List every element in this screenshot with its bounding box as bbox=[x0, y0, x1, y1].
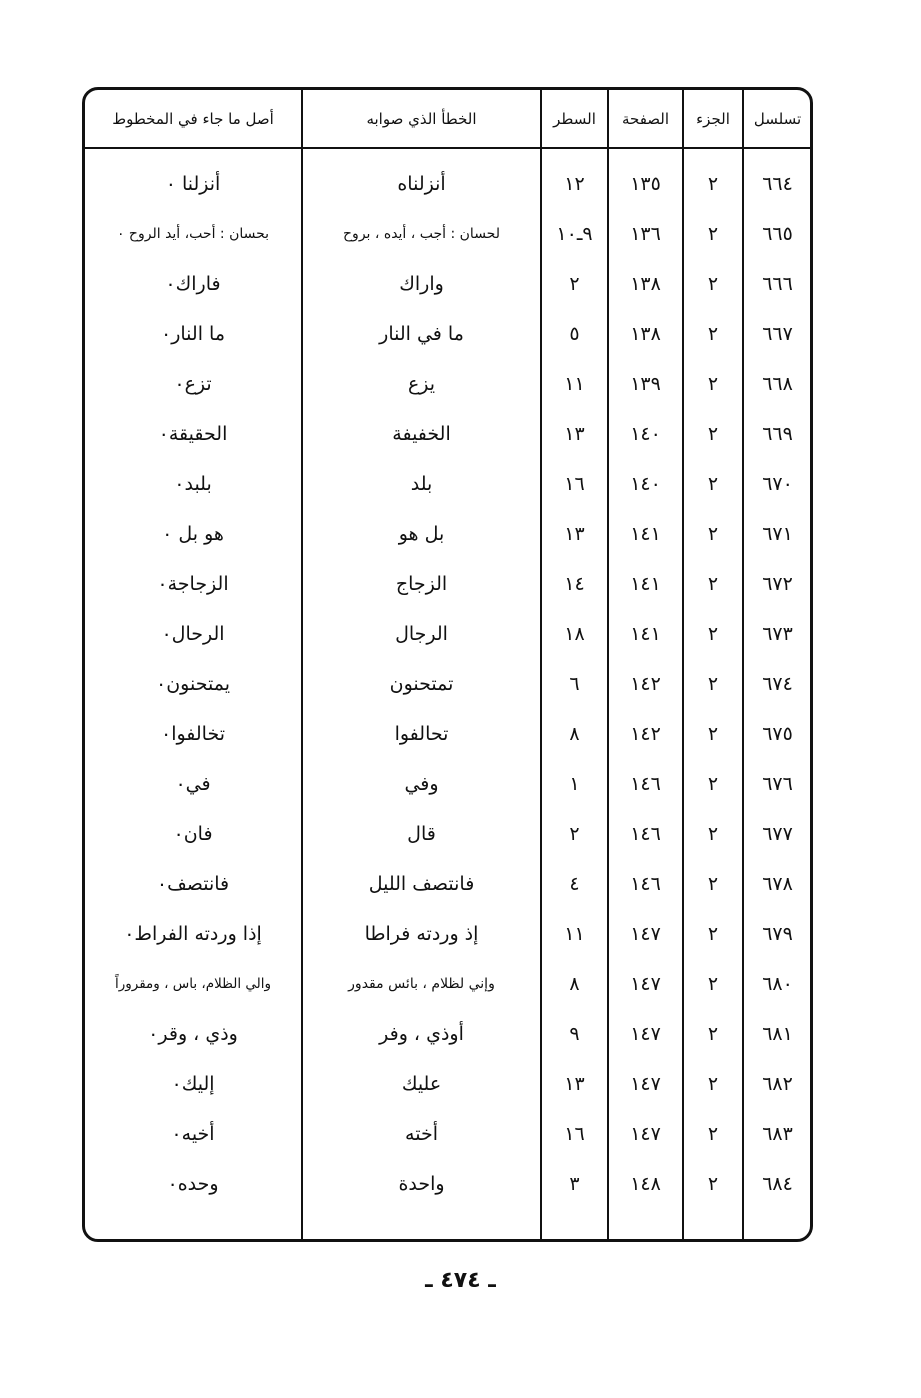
table-row bbox=[85, 559, 810, 609]
cell-part: ٢ bbox=[707, 1173, 719, 1195]
cell-serial: ٦٦٧ bbox=[762, 323, 793, 345]
cell-page: ١٣٦ bbox=[630, 223, 661, 245]
cell-page: ١٤١ bbox=[630, 623, 661, 645]
cell-correction: إذ وردته فراطا bbox=[364, 923, 479, 945]
cell-line: ١٤ bbox=[564, 573, 585, 595]
cell-serial: ٦٨١ bbox=[762, 1023, 793, 1045]
cell-original: تزع٠ bbox=[174, 373, 212, 395]
cell-part: ٢ bbox=[707, 873, 719, 895]
cell-original: بحسان : أحب، أيد الروح ٠ bbox=[116, 226, 270, 242]
table-row bbox=[85, 409, 810, 459]
cell-page: ١٣٩ bbox=[630, 373, 661, 395]
cell-original: فان٠ bbox=[173, 823, 213, 845]
cell-original: الزجاجة٠ bbox=[157, 573, 229, 595]
cell-line: ١٢ bbox=[564, 173, 585, 195]
header-part: الجزء bbox=[696, 109, 730, 128]
cell-correction: تحالفوا bbox=[394, 723, 449, 745]
errata-table bbox=[82, 87, 813, 1242]
cell-correction: وفي bbox=[404, 773, 439, 795]
table-row bbox=[85, 909, 810, 959]
cell-page: ١٣٨ bbox=[630, 273, 661, 295]
cell-serial: ٦٨٣ bbox=[762, 1123, 793, 1145]
cell-correction: الرجال bbox=[395, 623, 448, 645]
table-row bbox=[85, 1059, 810, 1109]
cell-part: ٢ bbox=[707, 273, 719, 295]
cell-line: ١٨ bbox=[564, 623, 585, 645]
cell-correction: أنزلناه bbox=[397, 173, 446, 195]
table-row bbox=[85, 159, 810, 209]
cell-part: ٢ bbox=[707, 823, 719, 845]
table-row bbox=[85, 859, 810, 909]
cell-page: ١٤٨ bbox=[630, 1173, 661, 1195]
cell-correction: بلد bbox=[410, 473, 433, 495]
cell-part: ٢ bbox=[707, 423, 719, 445]
cell-part: ٢ bbox=[707, 523, 719, 545]
cell-line: ٤ bbox=[569, 873, 580, 895]
header-page: الصفحة bbox=[621, 109, 670, 128]
cell-part: ٢ bbox=[707, 1073, 719, 1095]
cell-serial: ٦٧٨ bbox=[762, 873, 793, 895]
cell-serial: ٦٧١ bbox=[762, 523, 793, 545]
table-row bbox=[85, 759, 810, 809]
cell-part: ٢ bbox=[707, 773, 719, 795]
cell-serial: ٦٧٢ bbox=[762, 573, 793, 595]
cell-part: ٢ bbox=[707, 223, 719, 245]
cell-serial: ٦٧٠ bbox=[762, 473, 793, 495]
table-row bbox=[85, 309, 810, 359]
cell-serial: ٦٦٤ bbox=[762, 173, 793, 195]
cell-line: ٣ bbox=[569, 1173, 580, 1195]
cell-line: ٦ bbox=[569, 673, 580, 695]
cell-part: ٢ bbox=[707, 573, 719, 595]
cell-original: أنزلنا ٠ bbox=[165, 173, 221, 195]
cell-serial: ٦٨٤ bbox=[762, 1173, 793, 1195]
header-serial: تسلسل bbox=[753, 109, 802, 128]
table-row bbox=[85, 359, 810, 409]
cell-page: ١٤٦ bbox=[630, 823, 661, 845]
table-row bbox=[85, 809, 810, 859]
cell-correction: فانتصف الليل bbox=[368, 873, 475, 895]
header-correction: الخطأ الذي صوابه bbox=[366, 109, 477, 128]
cell-original: في٠ bbox=[175, 773, 211, 795]
cell-part: ٢ bbox=[707, 723, 719, 745]
cell-page: ١٤١ bbox=[630, 573, 661, 595]
cell-correction: قال bbox=[407, 823, 436, 845]
cell-serial: ٦٧٩ bbox=[762, 923, 793, 945]
cell-serial: ٦٦٩ bbox=[762, 423, 793, 445]
cell-line: ٩ـ١٠ bbox=[556, 223, 593, 245]
table-row bbox=[85, 959, 810, 1009]
table-row bbox=[85, 1109, 810, 1159]
cell-page: ١٤٧ bbox=[630, 1073, 661, 1095]
header-divider bbox=[85, 147, 810, 149]
cell-page: ١٣٥ bbox=[630, 173, 661, 195]
cell-original: يمتحنون٠ bbox=[156, 673, 230, 695]
cell-original: وحده٠ bbox=[167, 1173, 219, 1195]
cell-original: والي الظلام، باس ، ومقروراً bbox=[114, 976, 272, 992]
cell-part: ٢ bbox=[707, 623, 719, 645]
table-row bbox=[85, 659, 810, 709]
cell-original: فاراك٠ bbox=[165, 273, 221, 295]
cell-part: ٢ bbox=[707, 473, 719, 495]
cell-serial: ٦٨٢ bbox=[762, 1073, 793, 1095]
cell-original: فانتصف٠ bbox=[156, 873, 230, 895]
cell-original: بلبد٠ bbox=[174, 473, 212, 495]
cell-serial: ٦٦٨ bbox=[762, 373, 793, 395]
cell-serial: ٦٦٥ bbox=[762, 223, 793, 245]
table-row bbox=[85, 259, 810, 309]
table-row bbox=[85, 459, 810, 509]
header-line: السطر bbox=[553, 109, 596, 128]
table-row bbox=[85, 509, 810, 559]
cell-line: ٥ bbox=[569, 323, 580, 345]
cell-original: تخالفوا٠ bbox=[160, 723, 226, 745]
table-row bbox=[85, 1009, 810, 1059]
cell-page: ١٤٠ bbox=[630, 423, 661, 445]
cell-part: ٢ bbox=[707, 673, 719, 695]
cell-serial: ٦٧٤ bbox=[762, 673, 793, 695]
cell-page: ١٤٧ bbox=[630, 1123, 661, 1145]
cell-page: ١٤٠ bbox=[630, 473, 661, 495]
cell-original: إليك٠ bbox=[171, 1073, 215, 1095]
cell-correction: وإني لظلام ، بائس مقدور bbox=[348, 976, 495, 992]
cell-correction: عليك bbox=[401, 1073, 442, 1095]
cell-part: ٢ bbox=[707, 323, 719, 345]
cell-part: ٢ bbox=[707, 373, 719, 395]
cell-correction: بل هو bbox=[398, 523, 445, 545]
header-original: أصل ما جاء في المخطوط bbox=[112, 109, 274, 128]
cell-line: ١ bbox=[569, 773, 580, 795]
cell-serial: ٦٧٥ bbox=[762, 723, 793, 745]
cell-correction: الخفيفة bbox=[392, 423, 451, 445]
cell-line: ١٦ bbox=[564, 473, 585, 495]
table-row bbox=[85, 209, 810, 259]
cell-original: الرحال٠ bbox=[161, 623, 225, 645]
page-number: ـ ٤٧٤ ـ bbox=[425, 1268, 496, 1293]
cell-original: إذا وردته الفراط٠ bbox=[124, 923, 262, 945]
cell-page: ١٤٢ bbox=[630, 673, 661, 695]
table-row bbox=[85, 709, 810, 759]
cell-original: ما النار٠ bbox=[161, 323, 225, 345]
cell-page: ١٤٦ bbox=[630, 773, 661, 795]
cell-serial: ٦٧٧ bbox=[762, 823, 793, 845]
cell-original: أخيه٠ bbox=[171, 1123, 215, 1145]
cell-page: ١٤١ bbox=[630, 523, 661, 545]
cell-correction: تمتحنون bbox=[389, 673, 454, 695]
cell-page: ١٤٢ bbox=[630, 723, 661, 745]
cell-serial: ٦٨٠ bbox=[762, 973, 793, 995]
cell-line: ٨ bbox=[569, 723, 580, 745]
cell-original: هو بل ٠ bbox=[162, 523, 224, 545]
cell-original: وذي ، وقر٠ bbox=[148, 1023, 238, 1045]
cell-correction: الزجاج bbox=[395, 573, 448, 595]
cell-serial: ٦٧٣ bbox=[762, 623, 793, 645]
cell-page: ١٤٧ bbox=[630, 923, 661, 945]
cell-line: ١١ bbox=[564, 923, 585, 945]
cell-line: ١٣ bbox=[564, 423, 585, 445]
cell-page: ١٤٧ bbox=[630, 973, 661, 995]
cell-correction: لحسان : أجب ، أيده ، بروح bbox=[343, 226, 500, 242]
cell-correction: يزع bbox=[407, 373, 436, 395]
cell-correction: أخته bbox=[405, 1123, 438, 1145]
cell-part: ٢ bbox=[707, 1123, 719, 1145]
cell-page: ١٤٦ bbox=[630, 873, 661, 895]
cell-line: ٩ bbox=[569, 1023, 580, 1045]
cell-line: ١٦ bbox=[564, 1123, 585, 1145]
table-row bbox=[85, 609, 810, 659]
table-row bbox=[85, 1159, 810, 1209]
cell-part: ٢ bbox=[707, 1023, 719, 1045]
cell-serial: ٦٧٦ bbox=[762, 773, 793, 795]
cell-line: ٢ bbox=[569, 273, 580, 295]
cell-page: ١٤٧ bbox=[630, 1023, 661, 1045]
cell-serial: ٦٦٦ bbox=[762, 273, 793, 295]
cell-line: ١١ bbox=[564, 373, 585, 395]
cell-original: الحقيقة٠ bbox=[158, 423, 228, 445]
cell-line: ١٣ bbox=[564, 523, 585, 545]
cell-page: ١٣٨ bbox=[630, 323, 661, 345]
cell-correction: أوذي ، وفر bbox=[379, 1023, 464, 1045]
cell-line: ٢ bbox=[569, 823, 580, 845]
cell-part: ٢ bbox=[707, 973, 719, 995]
cell-part: ٢ bbox=[707, 923, 719, 945]
cell-correction: ما في النار bbox=[379, 323, 464, 345]
cell-line: ٨ bbox=[569, 973, 580, 995]
cell-part: ٢ bbox=[707, 173, 719, 195]
cell-correction: واحدة bbox=[398, 1173, 445, 1195]
cell-line: ١٣ bbox=[564, 1073, 585, 1095]
cell-correction: واراك bbox=[399, 273, 444, 295]
